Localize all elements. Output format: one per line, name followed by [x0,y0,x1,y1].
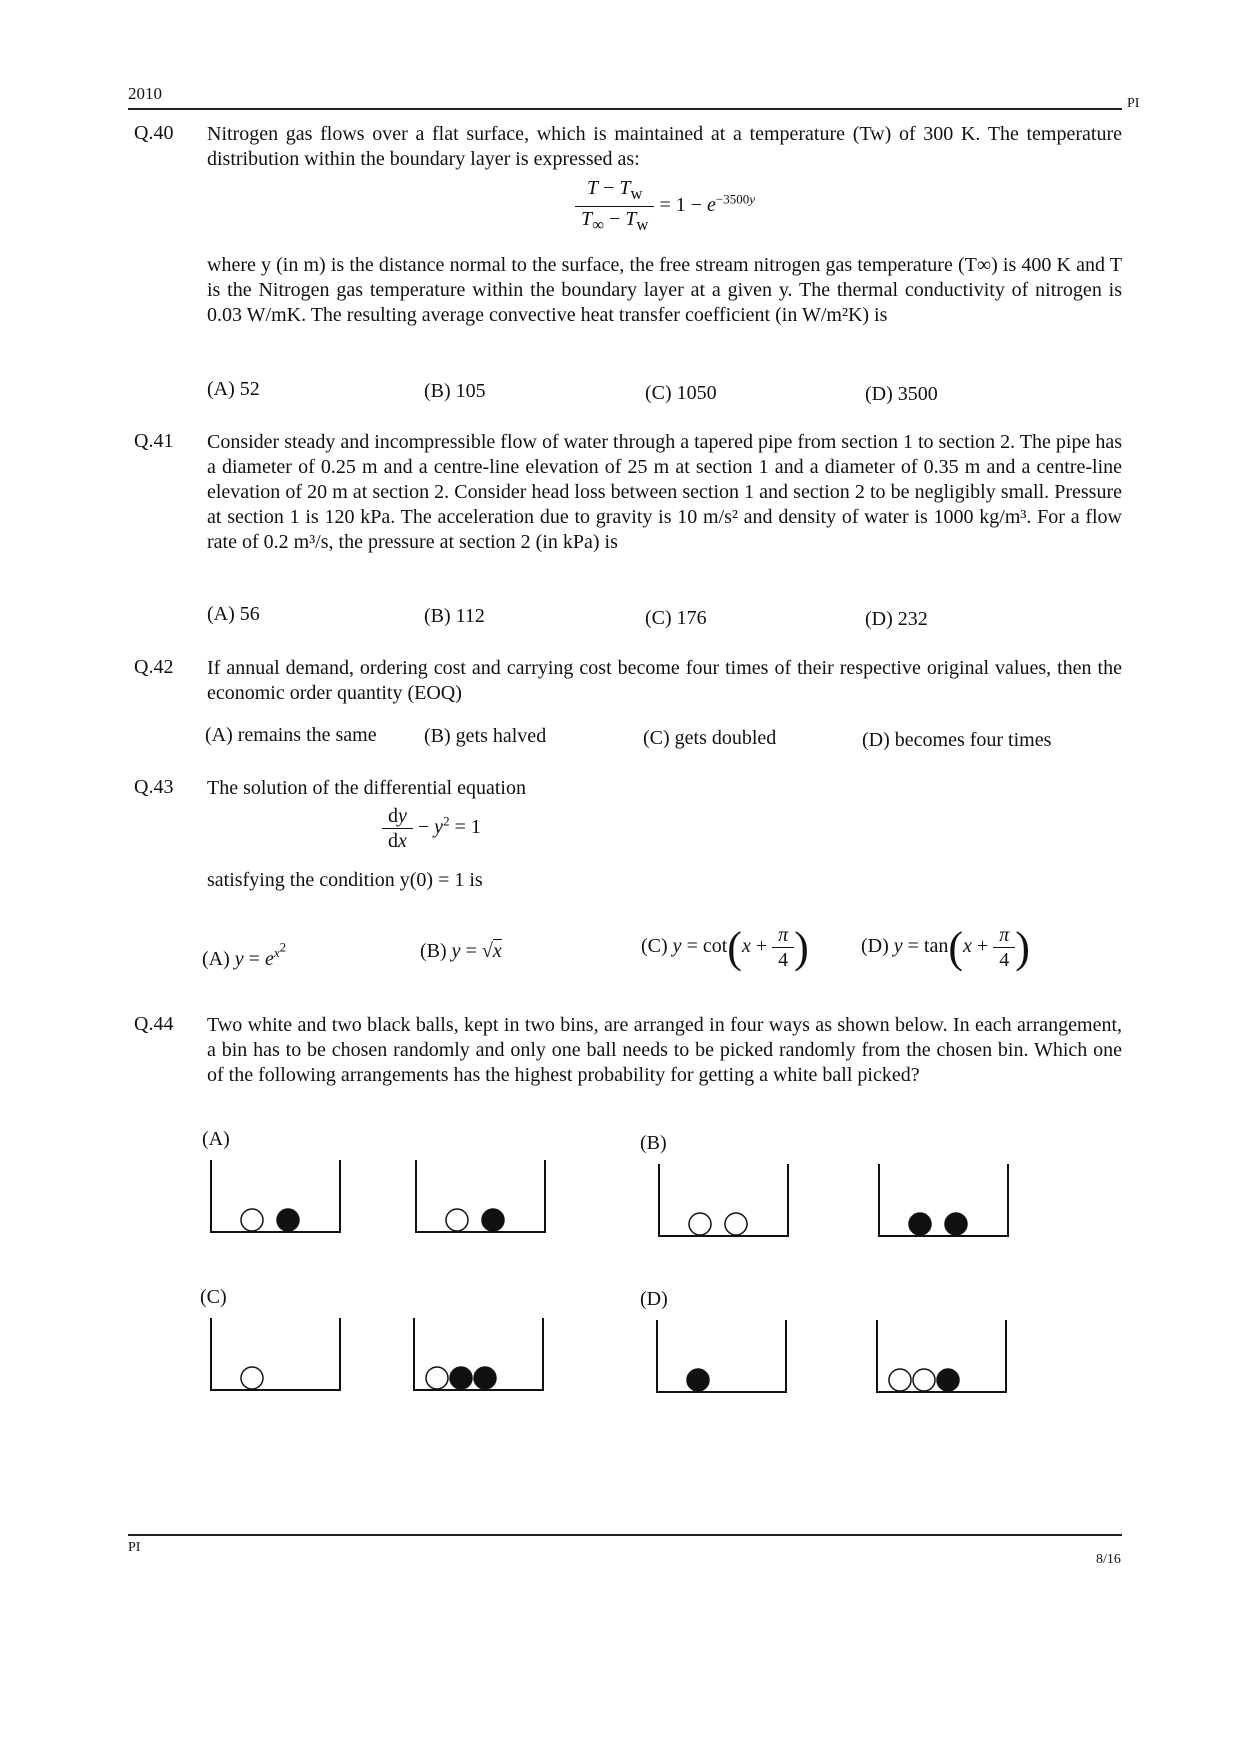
q42-number: Q.42 [134,656,174,678]
bin-outline [659,1164,788,1236]
q44-arrangement-d-label[interactable]: (D) [640,1288,668,1310]
q40-option-b[interactable]: (B) 105 [424,380,486,402]
q43-option-b-label: (B) [420,940,447,962]
white-ball [241,1209,263,1231]
q42-option-c[interactable]: (C) gets doubled [643,727,777,749]
q43-text: The solution of the differential equation [207,777,526,799]
q42-option-b[interactable]: (B) gets halved [424,725,547,747]
header-code: PI [1127,96,1140,111]
bin-outline [211,1160,340,1232]
q40-number: Q.40 [134,122,174,144]
black-ball [687,1369,709,1391]
q43-option-b[interactable]: (B) y = √x [420,940,502,962]
black-ball [474,1367,496,1389]
black-ball [277,1209,299,1231]
bin-d2 [876,1320,1016,1400]
q41-option-c[interactable]: (C) 176 [645,607,707,629]
q40-equation: $\frac{T - T_w}{T_\infty - T_w}$ = $1 - e^{-3500y}$ [575,176,755,237]
bin-c1 [210,1318,350,1398]
q44-arrangement-b-label[interactable]: (B) [640,1132,667,1154]
q42-option-a[interactable]: (A) remains the same [205,724,377,746]
q40-intro: Nitrogen gas flows over a flat surface, which is maintained at a temperature (Tw) of 300 K. The temperature distribution within the boundary layer is expressed as: [207,123,1122,170]
q40-option-a[interactable]: (A) 52 [207,378,260,400]
bin-outline [657,1320,786,1392]
bin-outline [211,1318,340,1390]
q43-option-a[interactable]: (A) $y = e^{x^2}$ [202,940,287,970]
bin-a1 [210,1160,350,1240]
bin-d1 [656,1320,796,1400]
footer-rule [128,1534,1122,1536]
q42-text: If annual demand, ordering cost and carrying cost become four times of their respective original values, then the economic order quantity (EOQ) [207,657,1122,704]
bin-outline [416,1160,545,1232]
black-ball [909,1213,931,1235]
black-ball [937,1369,959,1391]
q44-text: Two white and two black balls, kept in two bins, are arranged in four ways as shown below. In each arrangement, a bin has to be chosen randomly and only one ball needs to be picked randomly from the chosen bin. Which one of the following arrangements has the highest probability for getting a white ball picked? [207,1014,1122,1086]
q40-option-c[interactable]: (C) 1050 [645,382,717,404]
white-ball [241,1367,263,1389]
footer-code: PI [128,1540,141,1555]
q41-number: Q.41 [134,430,174,452]
bin-outline [879,1164,1008,1236]
black-ball [482,1209,504,1231]
q44-arrangement-c-label[interactable]: (C) [200,1286,227,1308]
q43-option-c-label: (C) [641,935,668,958]
q40-option-d[interactable]: (D) 3500 [865,383,938,405]
bin-a2 [415,1160,555,1240]
bin-c2 [413,1318,553,1398]
q43-equation: $\frac{dy}{dx}$ − $y^2 = 1$ [382,804,481,853]
q44-number: Q.44 [134,1013,174,1035]
q41-option-a[interactable]: (A) 56 [207,603,260,625]
q43-option-d-label: (D) [861,935,889,958]
white-ball [689,1213,711,1235]
white-ball [426,1367,448,1389]
white-ball [913,1369,935,1391]
header-rule [128,108,1122,110]
bin-b1 [658,1164,798,1244]
q43-condition: satisfying the condition y(0) = 1 is [207,869,483,891]
q40-body: where y (in m) is the distance normal to the surface, the free stream nitrogen gas temperature (T∞) is 400 K and T is the Nitrogen gas temperature within the boundary layer at a given y. The thermal conductivity of nitrogen is 0.03 W/mK. The resulting average convective heat transfer coefficient (in W/m²K) is [207,254,1122,326]
black-ball [945,1213,967,1235]
footer-page-number: 8/16 [1096,1552,1121,1567]
q43-number: Q.43 [134,776,174,798]
bin-b2 [878,1164,1018,1244]
black-ball [450,1367,472,1389]
header-year: 2010 [128,84,162,103]
q44-arrangement-a-label[interactable]: (A) [202,1128,230,1150]
q41-option-d[interactable]: (D) 232 [865,608,928,630]
white-ball [725,1213,747,1235]
q41-text: Consider steady and incompressible flow of water through a tapered pipe from section 1 to section 2. The pipe has a diameter of 0.25 m and a centre-line elevation of 25 m at section 1 and a diameter of 0.35 m and a centre-line elevation of 20 m at section 2. Consider head loss between section 1 and section 2 to be negligibly small. Pressure at section 1 is 120 kPa. The acceleration due to gravity is 10 m/s² and density of water is 1000 kg/m³. For a flow rate of 0.2 m³/s, the pressure at section 2 (in kPa) is [207,431,1122,553]
q41-option-b[interactable]: (B) 112 [424,605,485,627]
q43-option-a-label: (A) [202,947,230,970]
white-ball [446,1209,468,1231]
q43-option-d[interactable]: (D) y = tan(x + $\frac{\pi}{4}$ ) [861,923,1030,972]
q42-option-d[interactable]: (D) becomes four times [862,729,1052,751]
white-ball [889,1369,911,1391]
q43-option-c[interactable]: (C) y = cot(x + $\frac{\pi}{4}$ ) [641,923,809,972]
